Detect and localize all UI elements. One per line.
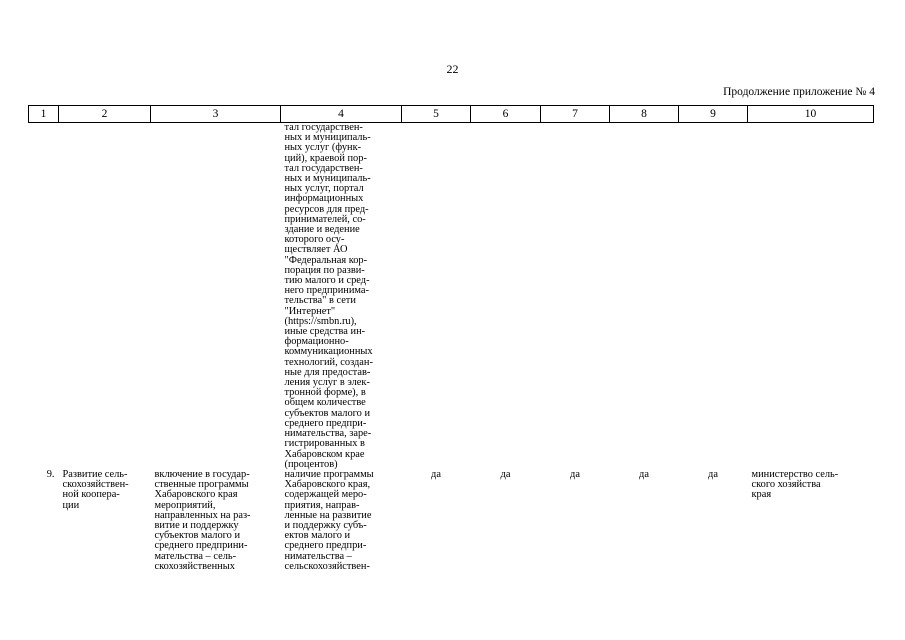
header-col-7: 7 <box>541 106 610 123</box>
table-row-9 <box>29 470 874 572</box>
cell-empty <box>679 123 748 470</box>
cell-responsible: министерство сель- ского хозяйства края <box>751 468 839 501</box>
header-col-9: 9 <box>679 106 748 123</box>
cell-empty <box>402 123 471 470</box>
cell-empty <box>748 123 874 470</box>
cell-empty <box>59 123 151 470</box>
header-col-5: 5 <box>402 106 471 123</box>
cell-measure-description: включение в государ- ственные программы Хабаровского края мероприятий, направленных на раз- витие и поддержку субъектов малого и среднего предприни- мательства – сель- скохозяйственных <box>154 468 251 572</box>
cell-measure-name: Развитие сель- скохозяйствен- ной коопера- ции <box>62 468 129 511</box>
table-row-continued <box>29 123 874 470</box>
continuation-label: Продолжение приложение № 4 <box>723 86 875 98</box>
cell-value-7: да <box>570 468 580 480</box>
appendix-table <box>28 105 874 572</box>
cell-value-8: да <box>639 468 649 480</box>
header-col-2: 2 <box>59 106 151 123</box>
cell-value-9: да <box>708 468 718 480</box>
cell-indicator: наличие программы Хабаровского края, содержащей меро- приятия, направ- ленные на развитие и поддержку субъ- ектов малого и среднего предпри- нимательства – сельскохозяйствен- <box>284 468 374 572</box>
header-col-10: 10 <box>748 106 874 123</box>
header-row <box>29 106 874 123</box>
cell-empty <box>610 123 679 470</box>
header-col-6: 6 <box>471 106 541 123</box>
cell-indicator-continued: тал государствен- ных и муниципаль- ных услуг (функ- ций), краевой пор- тал государствен- ных и муниципаль- ных услуг, портал информационных ресурсов для пред- принимателей, со- здание и ведение которого осу- ществляет АО "Федеральная кор- порация по разви- тию малого и сред- него предпринима- тельства" в сети "Интернет" (https://smbn.ru), иные средства ин- формационно- коммуникационных технологий, создан- ные для предостав- ления услуг в элек- тронной форме), в общем количестве субъектов малого и среднего предпри- нимательства, заре- гистрированных в Хабаровском крае (процентов) <box>284 122 373 470</box>
cell-value-6: да <box>500 468 511 480</box>
header-col-1: 1 <box>29 106 59 123</box>
header-col-8: 8 <box>610 106 679 123</box>
cell-empty <box>151 123 281 470</box>
page-number: 22 <box>446 62 459 76</box>
header-col-3: 3 <box>151 106 281 123</box>
cell-empty <box>471 123 541 470</box>
cell-empty <box>29 123 59 470</box>
cell-value-5: да <box>431 468 441 480</box>
header-col-4: 4 <box>281 106 402 123</box>
cell-row-number: 9. <box>46 468 55 480</box>
cell-empty <box>541 123 610 470</box>
